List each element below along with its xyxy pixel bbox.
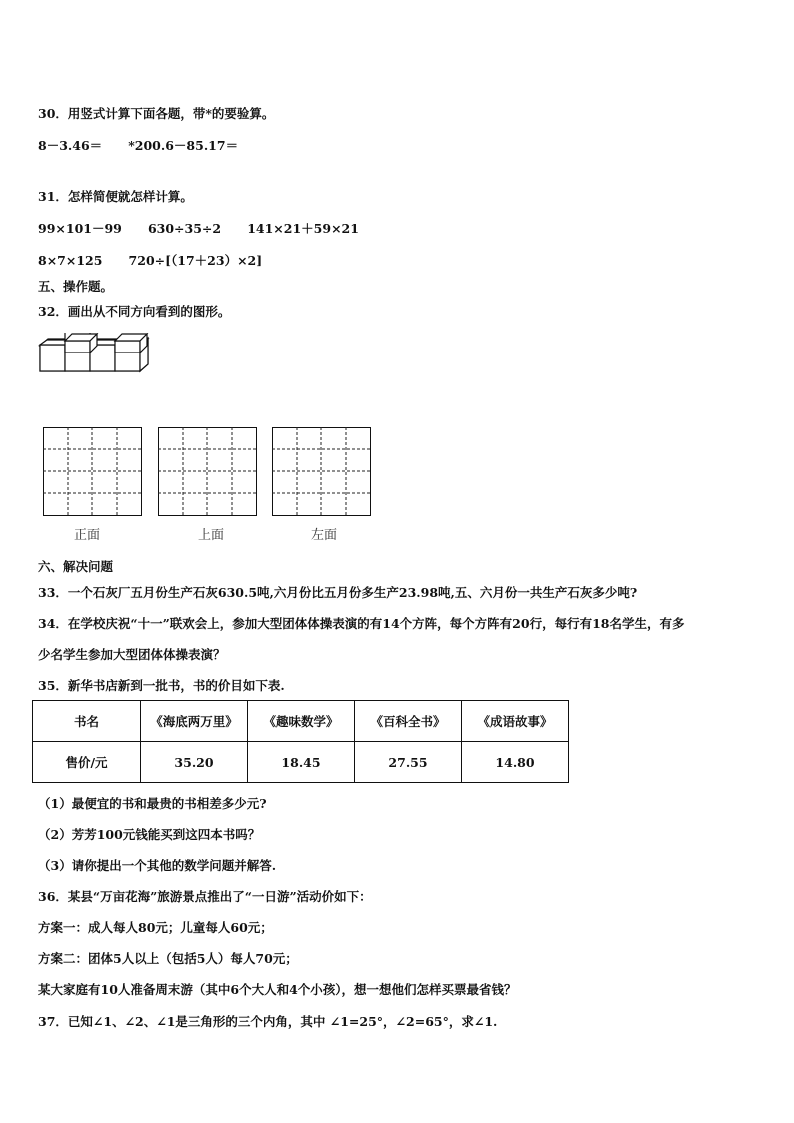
cube-top-right: [111, 333, 151, 353]
price-table: [32, 700, 569, 783]
grid-front[interactable]: [43, 427, 143, 517]
table-book-4: 《成语故事》: [462, 701, 569, 742]
q31-row1: 99×101－99 630÷35÷2 141×21＋59×21: [38, 221, 359, 236]
table-price-3: 27.55: [355, 742, 462, 783]
table-header-label: 书名: [33, 701, 141, 742]
q35-sub2: （2）芳芳100元钱能买到这四本书吗？: [38, 827, 261, 842]
q36-plan1: 方案一：成人每人80元；儿童每人60元；: [38, 920, 273, 935]
grid-label-top: 上面: [198, 528, 225, 543]
table-book-3: 《百科全书》: [355, 701, 462, 742]
q35-sub3: （3）请你提出一个其他的数学问题并解答.: [38, 858, 277, 873]
q31-row2: 8×7×125 720÷[（17＋23）×2]: [38, 253, 263, 268]
q36-title: 36．某县“万亩花海”旅游景点推出了“一日游”活动价如下：: [38, 889, 372, 904]
section6-title: 六、解决问题: [38, 559, 114, 574]
q35-sub1: （1）最便宜的书和最贵的书相差多少元?: [38, 796, 267, 811]
table-row: [33, 742, 569, 783]
q37-text: 37．已知∠1、∠2、∠1是三角形的三个内角，其中 ∠1=25°，∠2=65°，求∠1.: [38, 1014, 498, 1029]
grid-label-left: 左面: [311, 528, 338, 543]
q33-text: 33．一个石灰厂五月份生产石灰630.5吨,六月份比五月份多生产23.98吨,五、六月份一共生产石灰多少吨?: [38, 585, 638, 600]
q30-title: 30．用竖式计算下面各题，带*的要验算。: [38, 106, 275, 121]
q31-title: 31．怎样简便就怎样计算。: [38, 189, 193, 204]
table-price-2: 18.45: [248, 742, 355, 783]
q30-expressions: 8－3.46＝ *200.6－85.17＝: [38, 138, 239, 153]
table-price-label: 售价/元: [33, 742, 141, 783]
q35-title: 35．新华书店新到一批书，书的价目如下表.: [38, 678, 285, 693]
table-book-1: 《海底两万里》: [141, 701, 248, 742]
table-price-4: 14.80: [462, 742, 569, 783]
table-row: [33, 701, 569, 742]
cube-top-left: [60, 333, 100, 353]
table-book-2: 《趣味数学》: [248, 701, 355, 742]
grid-left[interactable]: [272, 427, 372, 517]
q34-line2: 少名学生参加大型团体体操表演？: [38, 647, 226, 662]
q34-line1: 34．在学校庆祝“十一”联欢会上，参加大型团体体操表演的有14个方阵，每个方阵有20行，每行有18名学生，有多: [38, 616, 685, 631]
q36-question: 某大家庭有10人准备周末游（其中6个大人和4个小孩），想一想他们怎样买票最省钱？: [38, 982, 517, 997]
q32-title: 32．画出从不同方向看到的图形。: [38, 304, 231, 319]
table-price-1: 35.20: [141, 742, 248, 783]
section5-title: 五、操作题。: [38, 279, 114, 294]
grid-top[interactable]: [158, 427, 258, 517]
q36-plan2: 方案二：团体5人以上（包括5人）每人70元；: [38, 951, 298, 966]
grid-label-front: 正面: [74, 528, 101, 543]
